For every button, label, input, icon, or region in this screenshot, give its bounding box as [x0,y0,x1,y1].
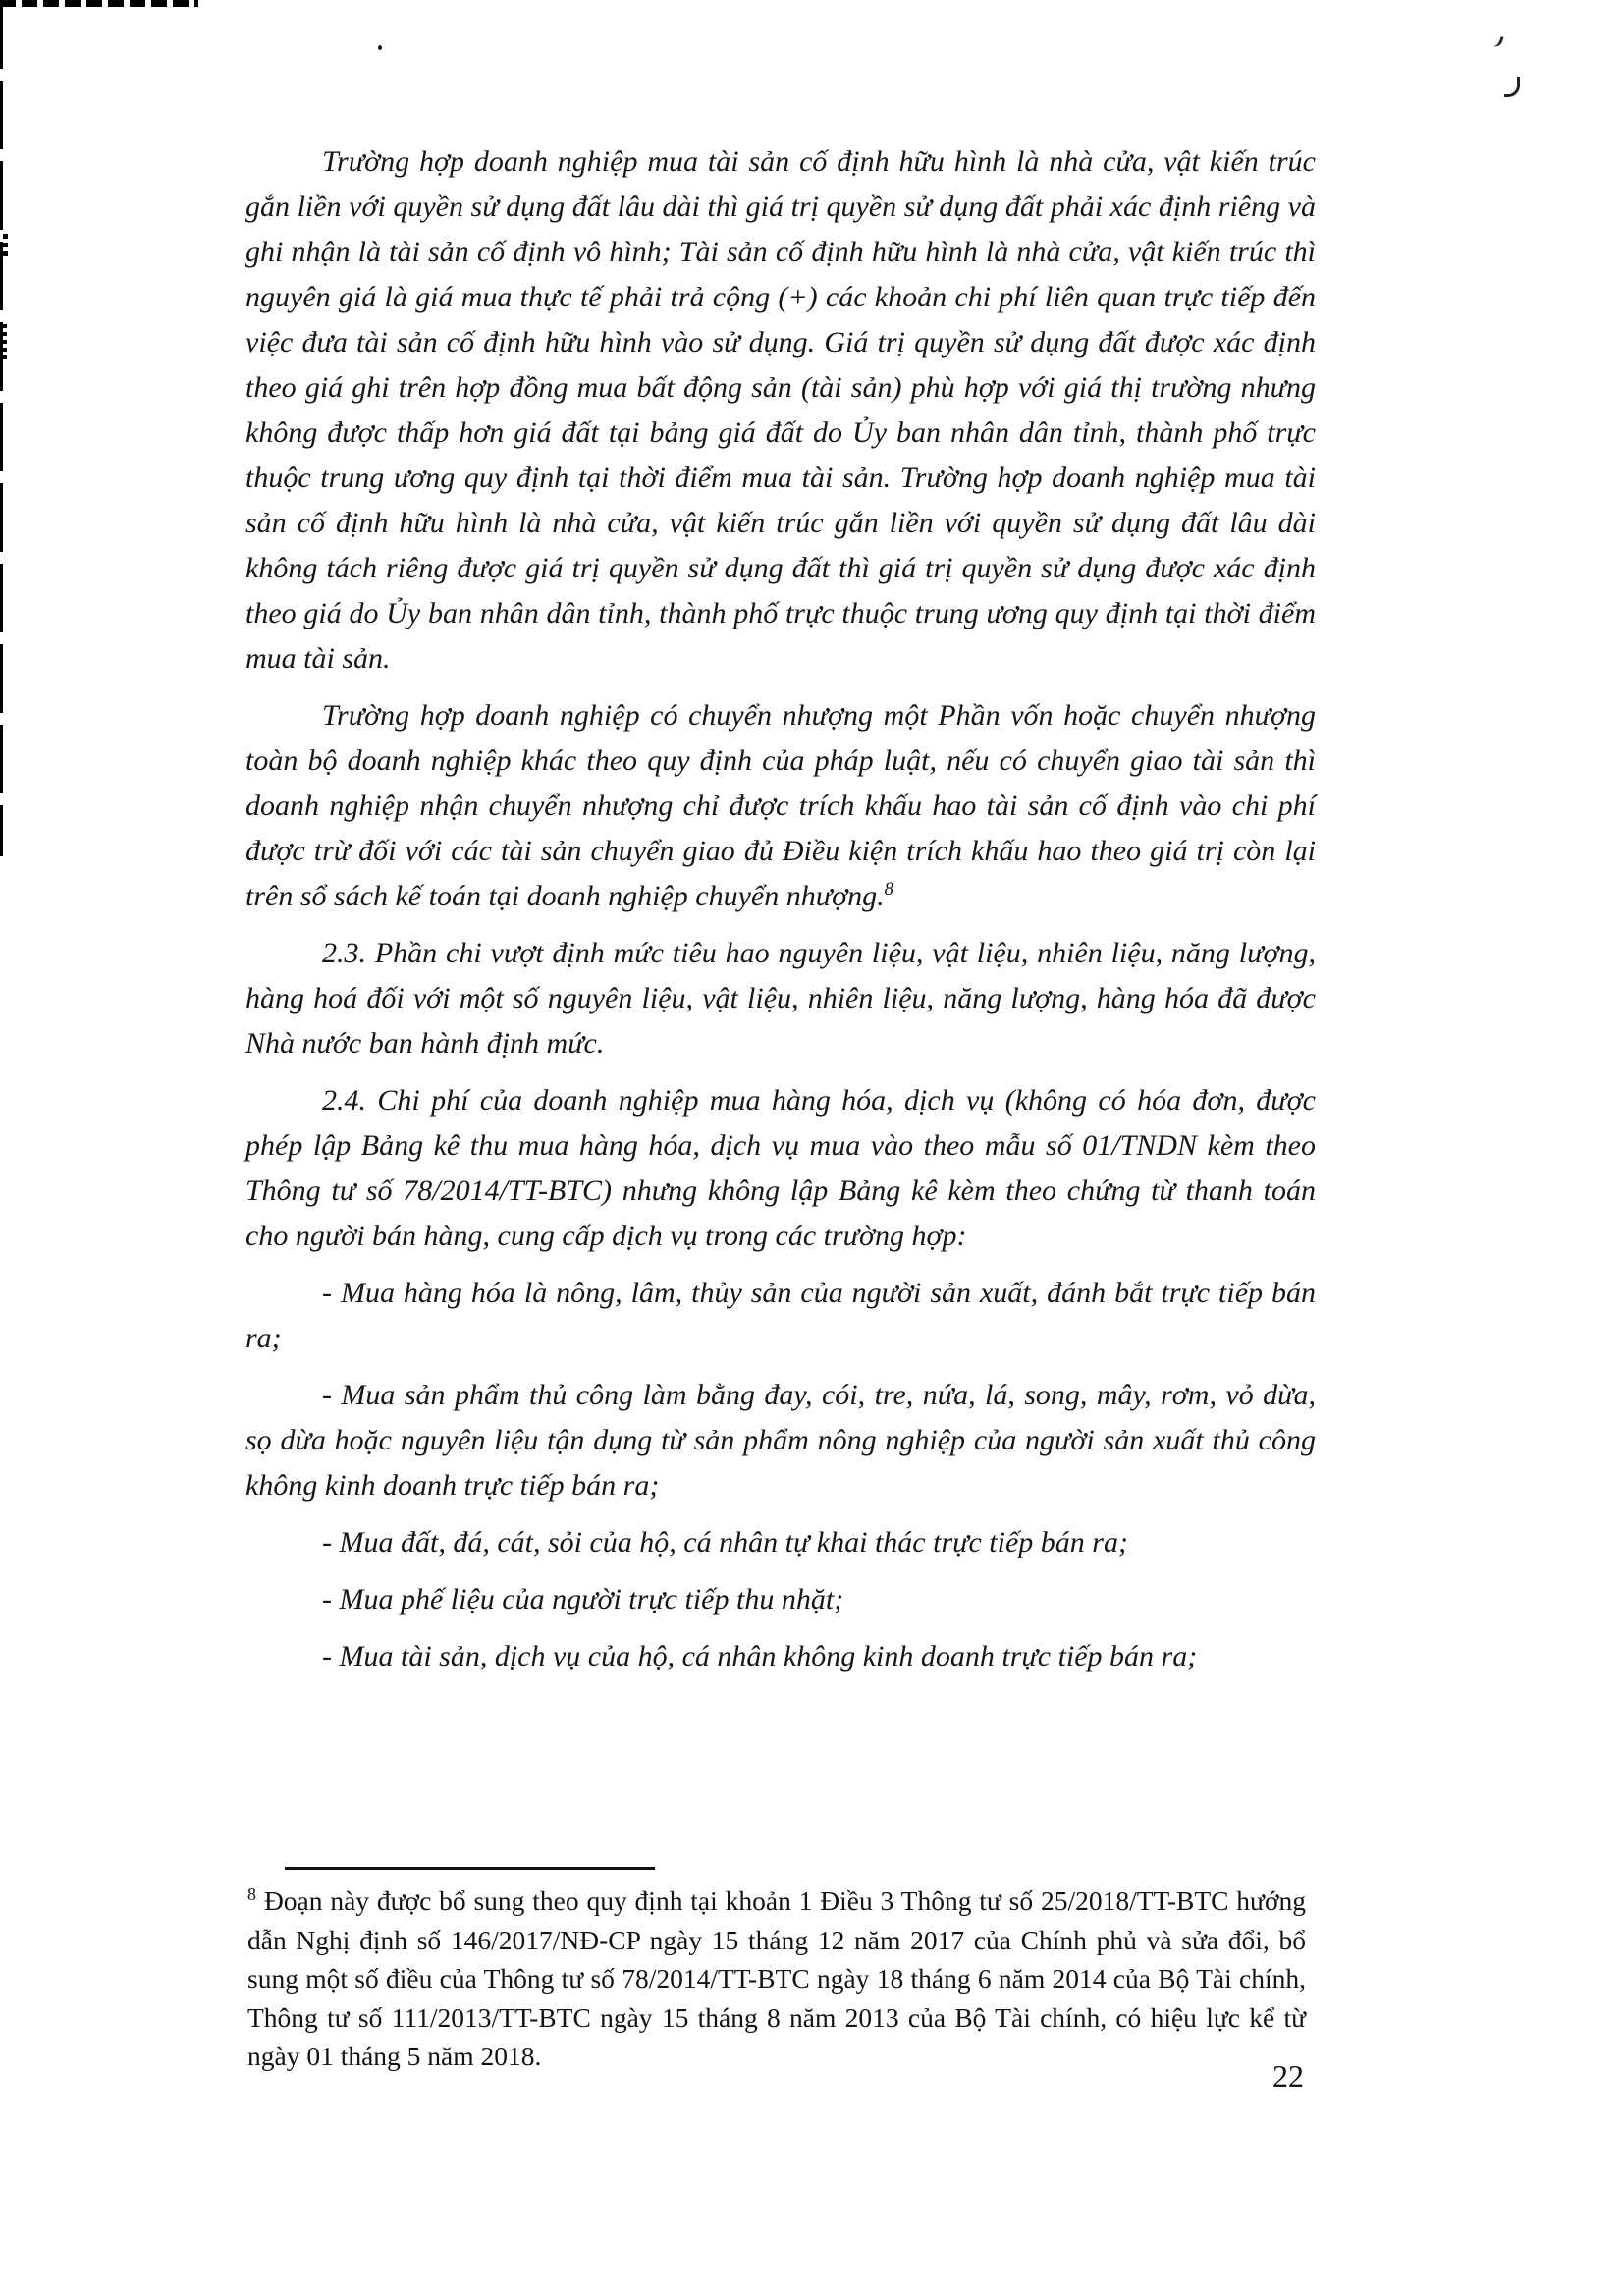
footnote-reference-8: 8 [884,879,893,900]
footnote-marker: 8 [247,1884,256,1904]
paragraph-asset-purchase: Trường hợp doanh nghiệp mua tài sản cố định hữu hình là nhà cửa, vật kiến trúc gắn liền với quyền sử dụng đất lâu dài thì giá trị quyền sử dụng đất phải xác định riêng và ghi nhận là tài sản cố định vô hình; Tài sản cố định hữu hình là nhà cửa, vật kiến trúc thì nguyên giá là giá mua thực tế phải trả cộng (+) các khoản chi phí liên quan trực tiếp đến việc đưa tài sản cố định hữu hình vào sử dụng. Giá trị quyền sử dụng đất được xác định theo giá ghi trên hợp đồng mua bất động sản (tài sản) phù hợp với giá thị trường nhưng không được thấp hơn giá đất tại bảng giá đất do Ủy ban nhân dân tỉnh, thành phố trực thuộc trung ương quy định tại thời điểm mua tài sản. Trường hợp doanh nghiệp mua tài sản cố định hữu hình là nhà cửa, vật kiến trúc gắn liền với quyền sử dụng đất lâu dài không tách riêng được giá trị quyền sử dụng đất thì giá trị quyền sử dụng được xác định theo giá do Ủy ban nhân dân tỉnh, thành phố trực thuộc trung ương quy định tại thời điểm mua tài sản. [245,145,1316,675]
scan-speck [3,324,7,359]
scan-speck [3,234,8,259]
paragraph-section-2-4: 2.4. Chi phí của doanh nghiệp mua hàng hóa, dịch vụ (không có hóa đơn, được phép lập Bảng kê thu mua hàng hóa, dịch vụ mua vào theo mẫu số 01/TNDN kèm theo Thông tư số 78/2014/TT-BTC) nhưng không lập Bảng kê kèm theo chứng từ thanh toán cho người bán hàng, cung cấp dịch vụ trong các trường hợp: [245,1084,1316,1252]
bullet-item-soil-stone: - Mua đất, đá, cát, sỏi của hộ, cá nhân tự khai thác trực tiếp bán ra; [322,1526,1128,1558]
scan-speck [1489,34,1503,49]
scan-speck [378,45,382,50]
footnote-text: Đoạn này được bổ sung theo quy định tại khoản 1 Điều 3 Thông tư số 25/2018/TT-BTC hướng dẫn Nghị định số 146/2017/NĐ-CP ngày 15 tháng 12 năm 2017 của Chính phủ và sửa đổi, bổ sung một số điều của Thông tư số 78/2014/TT-BTC ngày 18 tháng 6 năm 2014 của Bộ Tài chính, Thông tư số 111/2013/TT-BTC ngày 15 tháng 8 năm 2013 của Bộ Tài chính, có hiệu lực kể từ ngày 01 tháng 5 năm 2018. [247,1886,1306,2071]
paragraph-capital-transfer [245,693,1316,919]
footnote [247,1882,1306,2076]
scan-speck [1504,77,1520,97]
page-number: 22 [1272,2058,1304,2094]
scan-artifact-top-edge [0,0,198,7]
bullet-item-farm-goods: - Mua hàng hóa là nông, lâm, thủy sản của người sản xuất, đánh bắt trực tiếp bán ra; [245,1277,1316,1354]
scan-artifact-left-edge [0,0,3,856]
bullet-item-household-assets: - Mua tài sản, dịch vụ của hộ, cá nhân không kinh doanh trực tiếp bán ra; [322,1640,1198,1672]
bullet-item-handicraft: - Mua sản phẩm thủ công làm bằng đay, cói, tre, nứa, lá, song, mây, rơm, vỏ dừa, sọ dừa hoặc nguyên liệu tận dụng từ sản phẩm nông nghiệp của người sản xuất thủ công không kinh doanh trực tiếp bán ra; [245,1379,1316,1502]
paragraph-capital-transfer-text: Trường hợp doanh nghiệp có chuyển nhượng một Phần vốn hoặc chuyển nhượng toàn bộ doanh nghiệp khác theo quy định của pháp luật, nếu có chuyển giao tài sản thì doanh nghiệp nhận chuyển nhượng chỉ được trích khấu hao tài sản cố định vào chi phí được trừ đối với các tài sản chuyển giao đủ Điều kiện trích khấu hao theo giá trị còn lại trên sổ sách kế toán tại doanh nghiệp chuyển nhượng. [245,699,1316,912]
footnote-separator-line [285,1867,655,1870]
bullet-item-scrap: - Mua phế liệu của người trực tiếp thu nhặt; [322,1583,844,1615]
document-body [245,139,1316,1691]
paragraph-section-2-3: 2.3. Phần chi vượt định mức tiêu hao nguyên liệu, vật liệu, nhiên liệu, năng lượng, hàng hoá đối với một số nguyên liệu, vật liệu, nhiên liệu, năng lượng, hàng hóa đã được Nhà nước ban hành định mức. [245,937,1316,1060]
